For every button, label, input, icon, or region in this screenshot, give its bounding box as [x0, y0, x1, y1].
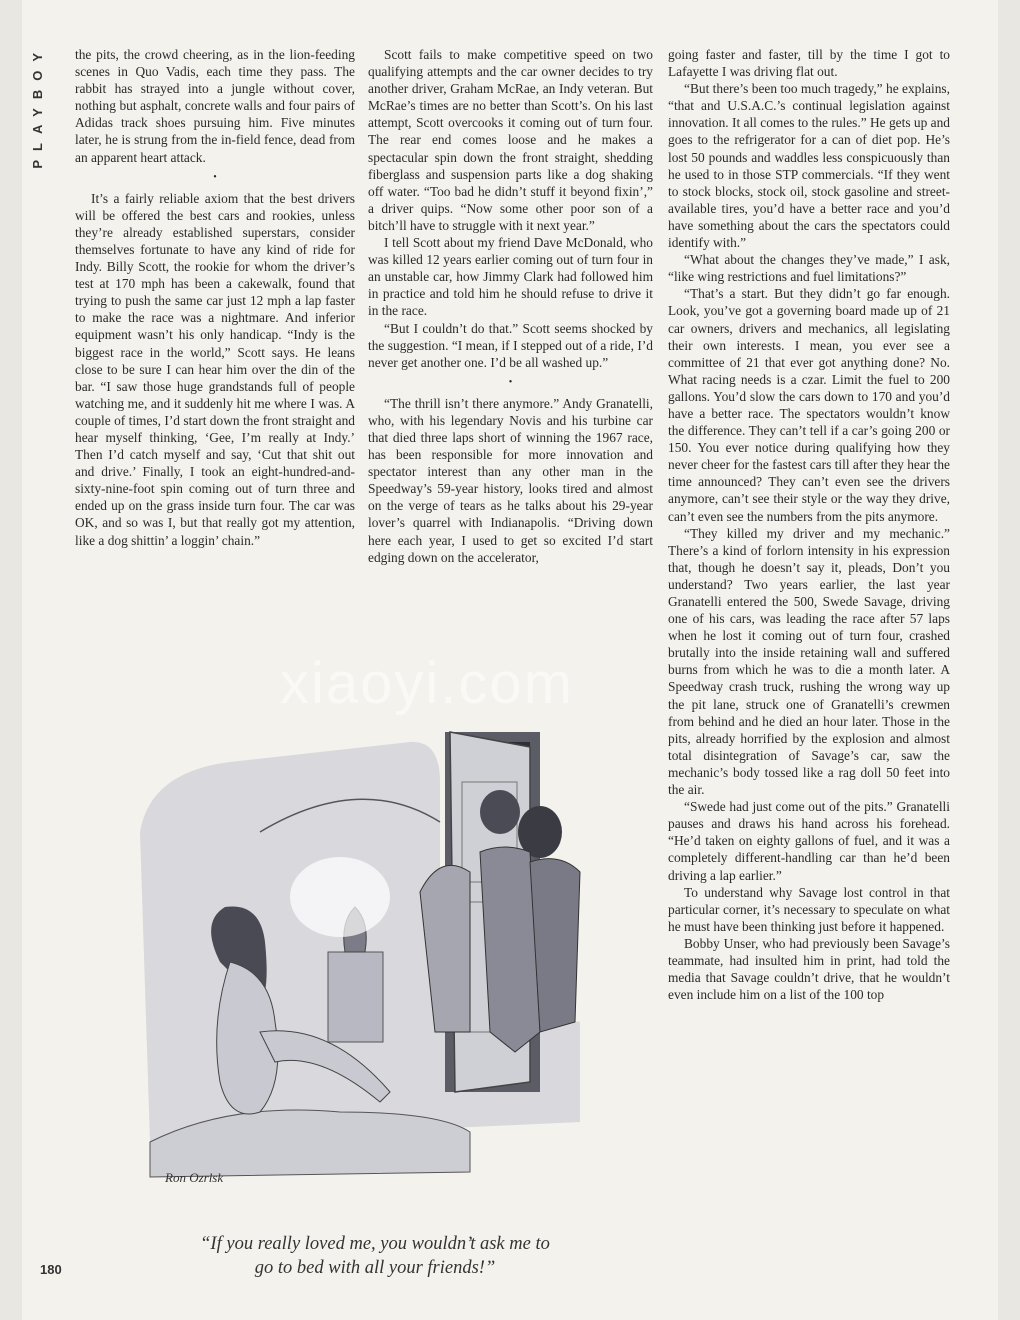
men-in-doorway: [420, 790, 580, 1052]
paragraph: “Swede had just come out of the pits.” Granatelli pauses and draws his hand across his forehead. “He’d taken on eighty gallons of fuel, and it was a completely different-handling car than he’d been driving a lap earlier.”: [668, 799, 950, 883]
paragraph: To understand why Savage lost control in that particular corner, it’s necessary to speculate on what he must have been thinking just before it happened.: [668, 884, 950, 934]
paragraph: “What about the changes they’ve made,” I ask, “like wing restrictions and fuel limitations?”: [668, 252, 950, 285]
cartoon-caption: [110, 1232, 640, 1280]
watermark: xiaoyi.com: [280, 651, 574, 716]
paragraph: the pits, the crowd cheering, as in the lion-feeding scenes in Quo Vadis, each time they pass. The rabbit has strayed into a jungle without cover, nothing but asphalt, concrete walls and four pairs of Adidas track shoes pursuing him. Five minutes later, he is strung from the in-field fence, dead from an apparent heart attack.: [75, 47, 355, 165]
paragraph: Scott fails to make competitive speed on two qualifying attempts and the car owner decides to try another driver, Graham McRae, an Indy veteran. But McRae’s times are no better than Scott’s. On his last attempt, Scott overcooks it coming out of turn four. The rear end comes loose and he makes a spectacular spin down the front straight, shedding fiberglass and suspension parts like a dog shaking off water. “Too bad he didn’t stuff it beyond fixin’,” a driver quips. “Now some other poor son of a bitch’ll have to struggle with it next year.”: [368, 47, 653, 233]
text-column-1: [75, 46, 355, 549]
paragraph: I tell Scott about my friend Dave McDonald, who was killed 12 years earlier coming out of turn four in an unstable car, how Jimmy Clark had followed him in practice and told him he should refuse to drive it in the race.: [368, 235, 653, 319]
section-separator: •: [508, 376, 513, 388]
nightstand: [328, 952, 383, 1042]
text-column-2: [368, 46, 653, 566]
paragraph: “They killed my driver and my mechanic.” There’s a kind of forlorn intensity in his expression that, though he doesn’t say it, pleads, Don’t you understand? Two years earlier, the last year Granatelli entered the 500, Swede Savage, driving one of his cars, was leading the race after 57 laps when he lost it coming out of turn four, crashed brutally into the inside retaining wall and suffered burns from which he was to die a month later. A Speedway crash truck, rushing the wrong way up the pit lane, struck one of Granatelli’s crewmen from behind and he died an hour later. Those in the pits, already horrified by the explosion and almost total disintegration of Savage’s car, saw the mechanic’s body tossed like a rag doll 50 feet into the air.: [668, 525, 950, 798]
caption-line-1: “If you really loved me, you wouldn’t ask me to: [200, 1234, 550, 1254]
artist-signature: Ron Ozrlsk: [165, 1170, 224, 1185]
magazine-masthead: PLAYBOY: [30, 44, 45, 169]
text-column-3: [668, 46, 950, 1003]
paragraph: “That’s a start. But they didn’t go far enough. Look, you’ve got a governing board made up of 21 car owners, drivers and mechanics, all legislating their own interests. I mean, you ever see a committee of 21 that ever got anything done? No. What racing needs is a czar. Limit the fuel to 200 gallons. You’d slow the cars down to 170 and you’d have a better race. The spectators wouldn’t know the difference. They can’t tell if a car’s going 200 or 150. You ever notice during qualifying how they never cheer for the fastest cars till after they hear the time announced? They can’t even see the drivers anymore, can’t see their style or the way they drive, can’t even see the numbers from the pits anymore.: [668, 286, 950, 524]
page-number: 180: [40, 1262, 62, 1277]
paragraph: It’s a fairly reliable axiom that the best drivers will be offered the best cars and rookies, unless they’re already established superstars, consider themselves fortunate to have any kind of ride for Indy. Billy Scott, the rookie for whom the driver’s test at 170 mph has been a cakewalk, found that trying to push the same car just 12 mph a lap faster to make the race was a nightmare. And inferior equipment wasn’t his only handicap. “Indy is the biggest race in the world,” Scott says. He leans close to be sure I can hear him over the din of the bar. “I saw those huge grandstands full of people watching me, and it suddenly hit me where I was. A couple of times, I’d start down the front straight and hear myself thinking, ‘Gee, I’m really at Indy.’ Then I’d catch myself and say, ‘Cut that shit out and drive.’ Finally, I took an eight-hundred-and-sixty-nine-foot spin coming out of turn three and ended up on the grass inside turn four. The car was OK, and so was I, but that really got my attention, like a dog shittin’ a loggin’ chain.”: [75, 190, 355, 548]
section-separator: •: [213, 171, 217, 183]
paragraph: “But I couldn’t do that.” Scott seems shocked by the suggestion. “I mean, if I stepped out of a ride, I’d never get another one. I’d be all washed up.”: [368, 320, 653, 370]
caption-line-2: go to bed with all your friends!”: [254, 1258, 496, 1278]
paragraph: going faster and faster, till by the time I got to Lafayette I was driving flat out.: [668, 47, 950, 80]
paragraph: “But there’s been too much tragedy,” he explains, “that and U.S.A.C.’s continual legislation against innovation. It all comes to the rules.” He gets up and goes to the refrigerator for a can of diet pop. He’s lost 50 pounds and waddles less conspicuously than he used to in those STP commercials. “If they went to stock blocks, stock oil, stock gasoline and street-available tires, you’d have a better race and you’d have something about the cars the spectators could identify with.”: [668, 81, 950, 251]
paragraph: Bobby Unser, who had previously been Savage’s teammate, had insulted him in print, had told the media that Savage couldn’t drive, that he wouldn’t even include him on a list of the 100 top: [668, 935, 950, 1003]
cartoon-illustration: [110, 702, 640, 1207]
paragraph: “The thrill isn’t there anymore.” Andy Granatelli, who, with his legendary Novis and his turbine car that died three laps short of winning the 1967 race, has been responsible for more innovation and spectator interest than any other man in the Speedway’s 59-year history, looks tired and almost on the verge of tears as he talks about his 29-year lover’s quarrel with Indianapolis. “Driving down here each year, I used to get so excited I’d start edging down on the accelerator,: [368, 395, 653, 565]
